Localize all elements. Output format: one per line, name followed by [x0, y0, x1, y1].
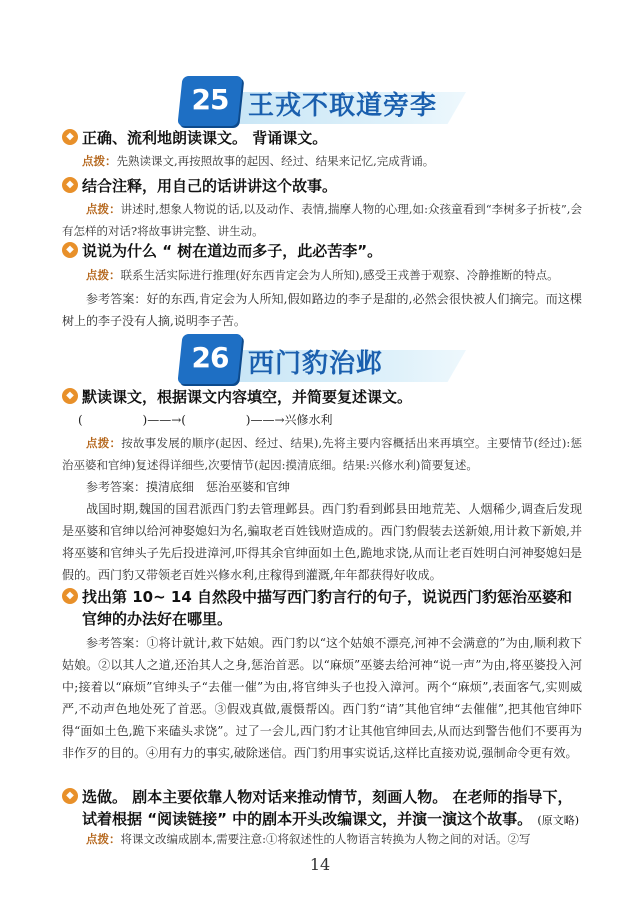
- lesson-25-header: [180, 76, 480, 132]
- question-bullet-icon: ◆: [62, 177, 78, 193]
- lesson-title: 王戎不取道旁李: [248, 91, 438, 121]
- answer-text: 摸清底细 惩治巫婆和官绅: [146, 480, 291, 494]
- question-text: [82, 786, 582, 832]
- tip-label: 点拨：: [86, 436, 122, 450]
- answer-label: 参考答案：: [86, 636, 147, 650]
- tip-text: 将课文改编成剧本,需要注意:①将叙述性的人物语言转换为人物之间的对话。②写: [120, 832, 531, 846]
- tip-26-1: [62, 432, 582, 476]
- tip-text: 讲述时,想象人物说的话,以及动作、表情,揣摩人物的心理,如:众孩童看到“李树多子折枝”,会有怎样的对话?将故事讲完整、讲生动。: [62, 202, 583, 238]
- tip-label: 点拨：: [86, 202, 121, 216]
- answer-26-1: [62, 476, 582, 498]
- tip-text: 联系生活实际进行推理(好东西肯定会为人所知),感受王戎善于观察、冷静推断的特点。: [120, 268, 559, 282]
- question-note: (原文略): [537, 814, 579, 827]
- question-bullet-icon: ◆: [62, 129, 78, 145]
- tip-label: 点拨：: [82, 154, 117, 168]
- question-body: 选做。 剧本主要依靠人物对话来推动情节，刻画人物。 在老师的指导下，试着根据 “阅读链接” 中的剧本开头改编课文，并演一演这个故事。: [82, 788, 573, 828]
- answer-25-3: [62, 288, 582, 332]
- tip-text: 先熟读课文,再按照故事的起因、经过、结果来记忆,完成背诵。: [116, 154, 435, 168]
- lesson-title: 西门豹治邺: [248, 349, 384, 379]
- answer-label: 参考答案：: [86, 480, 147, 494]
- answer-label: 参考答案：: [86, 292, 147, 306]
- blank-open: (: [78, 413, 83, 427]
- tip-label: 点拨：: [86, 832, 121, 846]
- question-text: 正确、流利地朗读课文。 背诵课文。: [82, 129, 328, 147]
- question-bullet-icon: ◆: [62, 242, 78, 258]
- fill-in-blanks: [78, 410, 333, 430]
- tip-26-3: [62, 828, 582, 850]
- question-text: 默读课文，根据课文内容填空，并简要复述课文。: [82, 388, 413, 406]
- tip-25-3: [62, 264, 582, 286]
- lesson-26-header: [180, 334, 480, 390]
- question-text: 说说为什么 “ 树在道边而多子，此必苦李”。: [82, 242, 383, 260]
- retell-paragraph: 战国时期,魏国的国君派西门豹去管理邺县。西门豹看到邺县田地荒芜、人烟稀少,调查后发现是巫婆和官绅以给河神娶媳妇为名,骗取老百姓钱财造成的。西门豹假装去送新娘,用计救下新娘,并将巫婆和官绅头子先后投进漳河,吓得其余官绅面如土色,跪地求饶,从而让老百姓明白河神娶媳妇是假的。西门豹又带领老百姓兴修水利,庄稼得到灌溉,年年都获得好收成。: [62, 502, 582, 582]
- tip-text: 按故事发展的顺序(起因、经过、结果),先将主要内容概括出来再填空。主要情节(经过):惩治巫婆和官绅)复述得详细些,次要情节(起因:摸清底细。结果:兴修水利)简要复述。: [62, 436, 582, 472]
- page-number: 14: [309, 855, 331, 874]
- blank-arrow-2: )——→兴修水利: [245, 413, 333, 427]
- answer-text: ①将计就计,救下姑娘。西门豹以“这个姑娘不漂亮,河神不会满意的”为由,顺利救下姑娘。②以其人之道,还治其人之身,惩治首恶。以“麻烦”巫婆去给河神“说一声”为由,将巫婆投入河中;接着以“麻烦”官绅头子“去催一催”为由,将官绅头子也投入漳河。两个“麻烦”,表面客气,实则威严,不动声色地处死了首恶。③假戏真做,震慑帮凶。西门豹“请”其他官绅“去催催”,把其他官绅吓得“面如土色,跪下来磕头求饶”。过了一会儿,西门豹才让其他官绅回去,从而达到警告他们不要再为非作歹的目的。④用有力的事实,破除迷信。西门豹用事实说话,这样比直接劝说,强制命令更有效。: [62, 636, 582, 760]
- question-bullet-icon: ◆: [62, 388, 78, 404]
- tip-25-1: [82, 150, 582, 172]
- answer-text: 好的东西,肯定会为人所知,假如路边的李子是甜的,必然会很快被人们摘完。而这棵树上的李子没有人摘,说明李子苦。: [62, 292, 582, 328]
- question-text: 找出第 10~ 14 自然段中描写西门豹言行的句子，说说西门豹惩治巫婆和官绅的办法好在哪里。: [82, 588, 572, 628]
- lesson-number: 26: [191, 341, 229, 374]
- tip-label: 点拨：: [86, 268, 121, 282]
- question-bullet-icon: ◆: [62, 788, 78, 804]
- tip-25-2: [62, 198, 582, 242]
- question-text: 结合注释，用自己的话讲讲这个故事。: [82, 177, 338, 195]
- question-bullet-icon: ◆: [62, 588, 78, 604]
- answer-26-2: [62, 632, 582, 764]
- lesson-number: 25: [191, 83, 229, 116]
- blank-arrow-1: )——→(: [142, 413, 186, 427]
